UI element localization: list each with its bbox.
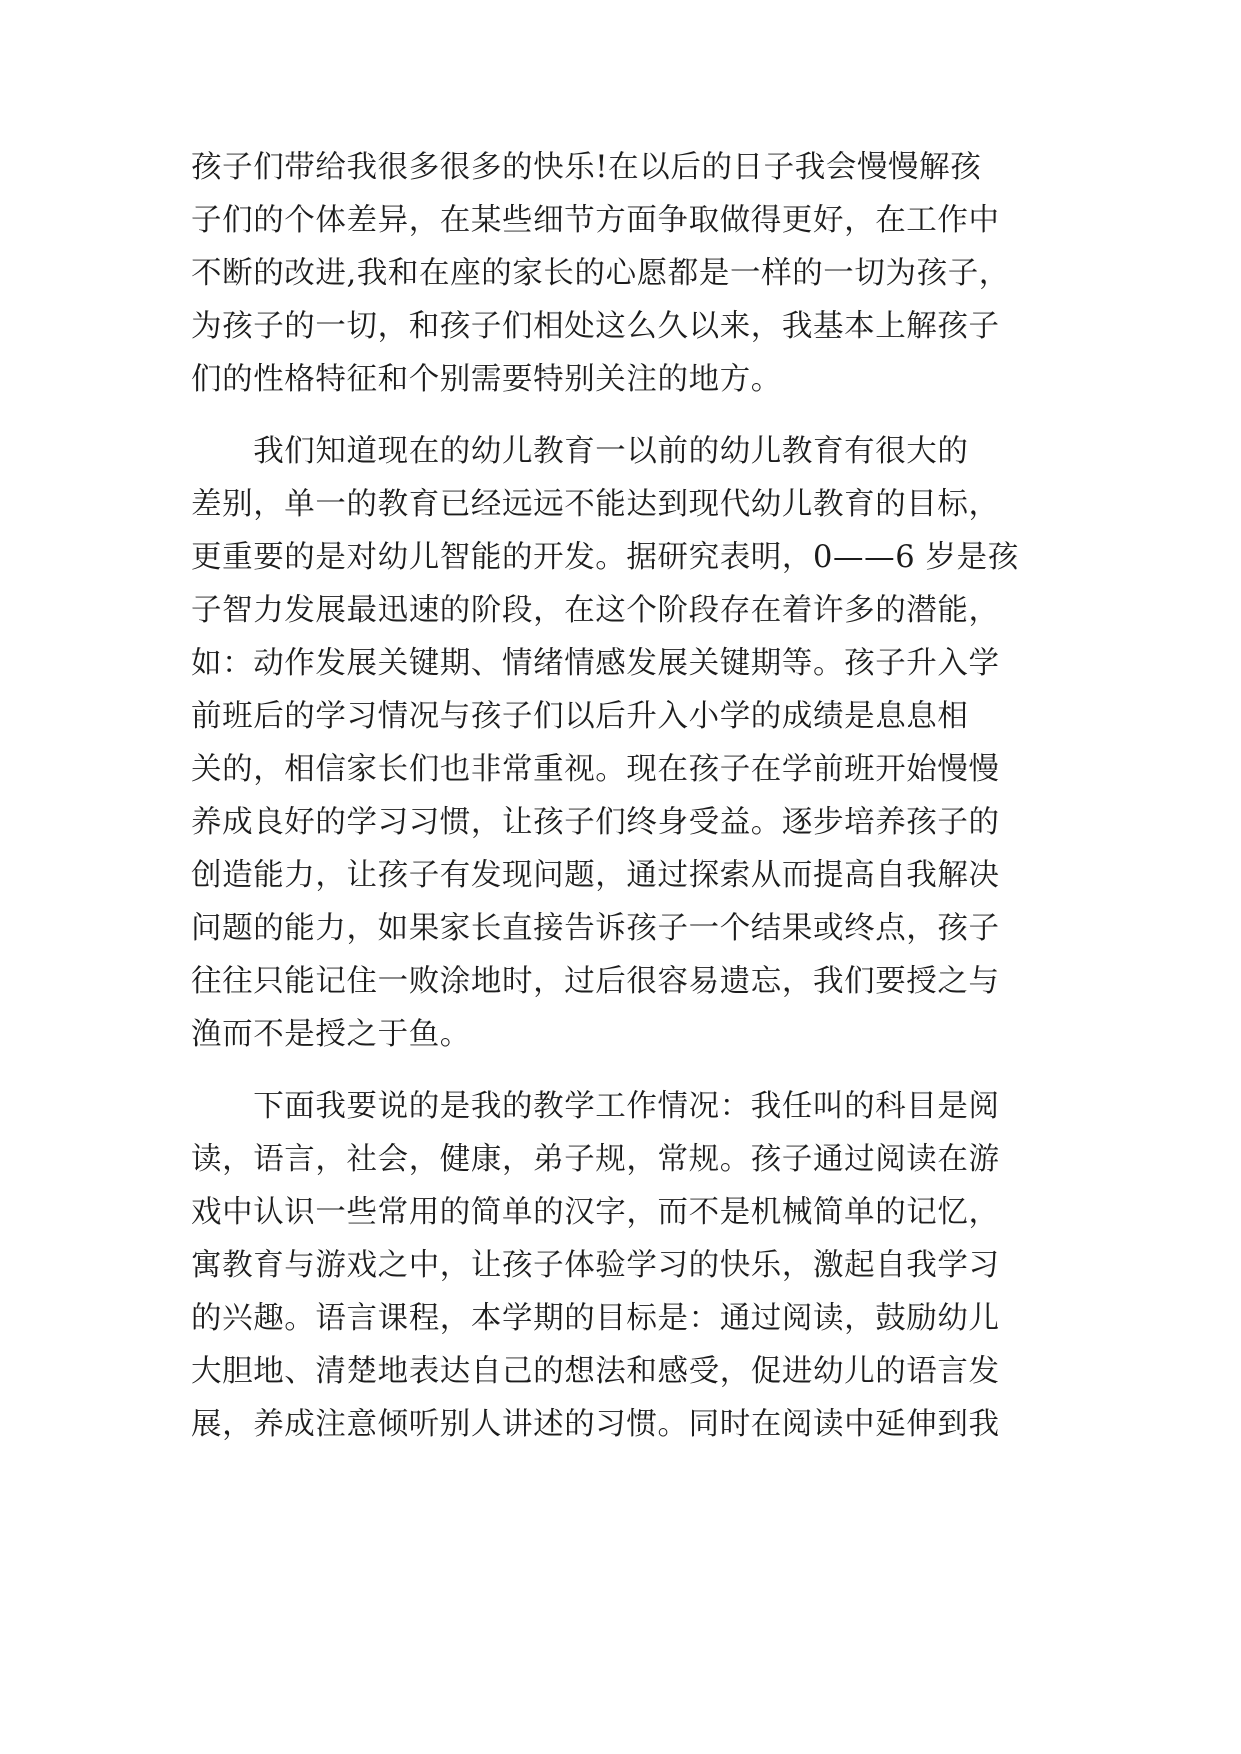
text-line: 问题的能力，如果家长直接告诉孩子一个结果或终点，孩子 (191, 911, 1000, 946)
text-line: 创造能力，让孩子有发现问题，通过探索从而提高自我解决 (191, 858, 1000, 893)
text-line: 寓教育与游戏之中，让孩子体验学习的快乐，激起自我学习 (191, 1248, 1000, 1283)
text-line: 如：动作发展关键期、情绪情感发展关键期等。孩子升入学 (191, 646, 1000, 681)
text-line: 差别，单一的教育已经远远不能达到现代幼儿教育的目标， (191, 487, 1000, 522)
text-line: 的兴趣。语言课程，本学期的目标是：通过阅读，鼓励幼儿 (191, 1301, 1000, 1336)
text-line: 下面我要说的是我的教学工作情况：我任叫的科目是阅 (191, 1089, 1000, 1124)
text-line: 往往只能记住一败涂地时，过后很容易遗忘，我们要授之与 (191, 964, 1000, 999)
text-line: 子们的个体差异，在某些细节方面争取做得更好，在工作中 (191, 203, 1000, 238)
text-line: 养成良好的学习习惯，让孩子们终身受益。逐步培养孩子的 (191, 805, 1000, 840)
text-line: 大胆地、清楚地表达自己的想法和感受，促进幼儿的语言发 (191, 1354, 1000, 1389)
text-line: 们的性格特征和个别需要特别关注的地方。 (191, 362, 782, 397)
text-line: 更重要的是对幼儿智能的开发。据研究表明，0——6 岁是孩 (191, 540, 1019, 575)
text-line: 展，养成注意倾听别人讲述的习惯。同时在阅读中延伸到我 (191, 1407, 1000, 1442)
text-line: 我们知道现在的幼儿教育一以前的幼儿教育有很大的 (191, 434, 969, 469)
text-line: 渔而不是授之于鱼。 (191, 1017, 471, 1052)
text-line: 子智力发展最迅速的阶段，在这个阶段存在着许多的潜能， (191, 593, 1000, 628)
text-line: 读，语言，社会，健康，弟子规，常规。孩子通过阅读在游 (191, 1142, 1000, 1177)
text-line: 关的，相信家长们也非常重视。现在孩子在学前班开始慢慢 (191, 752, 1000, 787)
text-line: 孩子们带给我很多很多的快乐!在以后的日子我会慢慢解孩 (191, 150, 982, 185)
text-line: 不断的改进,我和在座的家长的心愿都是一样的一切为孩子， (191, 256, 1010, 291)
text-line: 戏中认识一些常用的简单的汉字，而不是机械简单的记忆， (191, 1195, 1000, 1230)
text-line: 为孩子的一切，和孩子们相处这么久以来，我基本上解孩子 (191, 309, 1000, 344)
text-line: 前班后的学习情况与孩子们以后升入小学的成绩是息息相 (191, 699, 969, 734)
